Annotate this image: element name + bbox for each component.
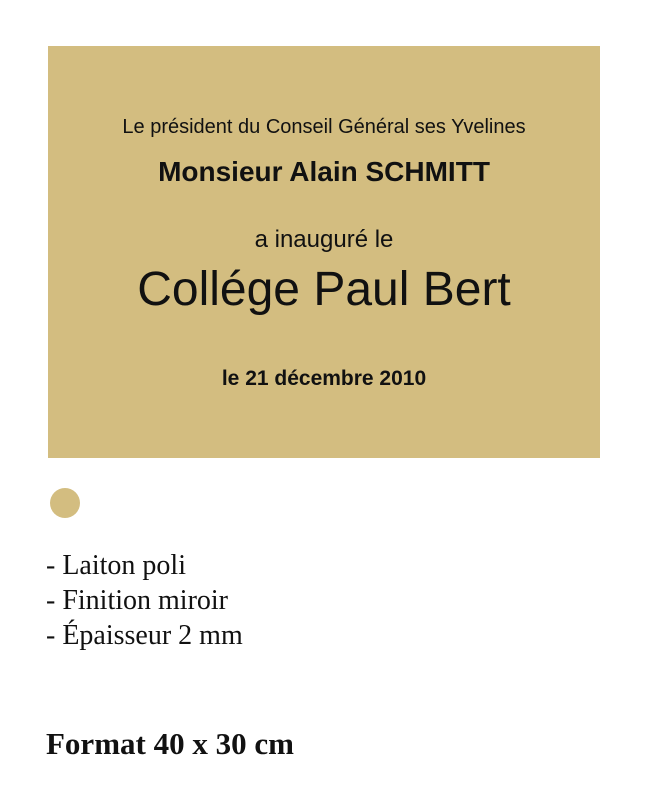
- plaque-line-action: a inauguré le: [254, 226, 394, 253]
- engraved-plaque-preview: [48, 46, 600, 458]
- format-label: Format 40 x 30 cm: [46, 726, 294, 761]
- plaque-line-building: Collége Paul Bert: [137, 263, 511, 316]
- feature-item: - Épaisseur 2 mm: [46, 620, 243, 651]
- plaque-line-name: Monsieur Alain SCHMITT: [158, 156, 490, 187]
- feature-list: [46, 548, 243, 653]
- color-swatch-icon: [50, 488, 80, 518]
- plaque-line-title: Le président du Conseil Général ses Yvelines: [122, 116, 526, 138]
- feature-item: - Laiton poli: [46, 550, 186, 581]
- feature-item: - Finition miroir: [46, 585, 228, 616]
- plaque-line-date: le 21 décembre 2010: [221, 367, 427, 390]
